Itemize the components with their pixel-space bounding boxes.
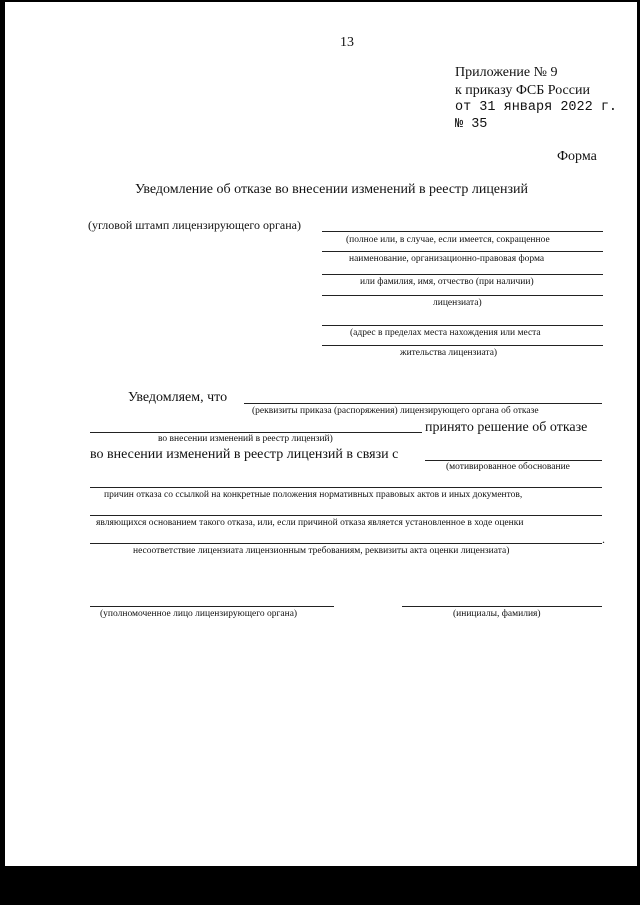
scan-border-bottom [0, 866, 640, 905]
licensee-address-line-1 [322, 325, 603, 326]
scan-border-left [0, 0, 5, 905]
licensee-address-hint-2: жительства лицензиата) [400, 348, 498, 358]
period: . [602, 532, 605, 546]
order-details-line [244, 403, 602, 404]
licensee-name-line-1 [322, 231, 603, 232]
reason-hint-2: причин отказа со ссылкой на конкретные положения нормативных правовых актов и иных документов, [104, 490, 523, 500]
licensee-address-line-2 [322, 345, 603, 346]
stamp-label: (угловой штамп лицензирующего органа) [88, 218, 302, 232]
reason-intro: во внесении изменений в реестр лицензий в связи с [90, 447, 399, 462]
reason-hint-4: несоответствие лицензиата лицензионным требованиям, реквизиты акта оценки лицензиата) [133, 546, 510, 556]
licensee-name-hint-4: лицензиата) [433, 298, 482, 308]
official-signature-line [90, 606, 334, 607]
page-number: 13 [340, 35, 354, 50]
official-label: (уполномоченное лицо лицензирующего органа) [100, 609, 298, 619]
licensee-address-hint-1: (адрес в пределах места нахождения или места [350, 328, 541, 338]
initials-label: (инициалы, фамилия) [453, 609, 541, 619]
document-title: Уведомление об отказе во внесении изменений в реестр лицензий [135, 182, 529, 197]
order-reference: к приказу ФСБ России [455, 83, 590, 98]
licensee-name-hint-3: или фамилия, имя, отчество (при наличии) [360, 277, 534, 287]
reason-line-2 [90, 487, 602, 488]
reason-line-3 [90, 515, 602, 516]
reason-hint-3: являющихся основанием такого отказа, или, если причиной отказа является установленное в ходе оценки [96, 518, 524, 528]
licensee-name-line-3 [322, 274, 603, 275]
licensee-name-hint-2: наименование, организационно-правовая форма [349, 254, 545, 264]
order-details-hint-2: во внесении изменений в реестр лицензий) [158, 434, 333, 444]
reason-line-4 [90, 543, 602, 544]
appendix-number: Приложение № 9 [455, 65, 558, 80]
order-details-line-2 [90, 432, 422, 433]
order-number: № 35 [455, 117, 488, 132]
licensee-name-line-4 [322, 295, 603, 296]
order-date: от 31 января 2022 г. [455, 100, 618, 115]
decision-text: принято решение об отказе [425, 420, 588, 435]
licensee-name-hint-1: (полное или, в случае, если имеется, сокращенное [346, 235, 550, 245]
form-label: Форма [557, 149, 597, 164]
reason-line-1 [425, 460, 602, 461]
scan-border-top [0, 0, 640, 2]
notify-text: Уведомляем, что [128, 390, 228, 405]
licensee-name-line-2 [322, 251, 603, 252]
order-details-hint: (реквизиты приказа (распоряжения) лицензирующего органа об отказе [252, 406, 539, 416]
reason-hint-1: (мотивированное обоснование [446, 462, 570, 472]
initials-line [402, 606, 602, 607]
